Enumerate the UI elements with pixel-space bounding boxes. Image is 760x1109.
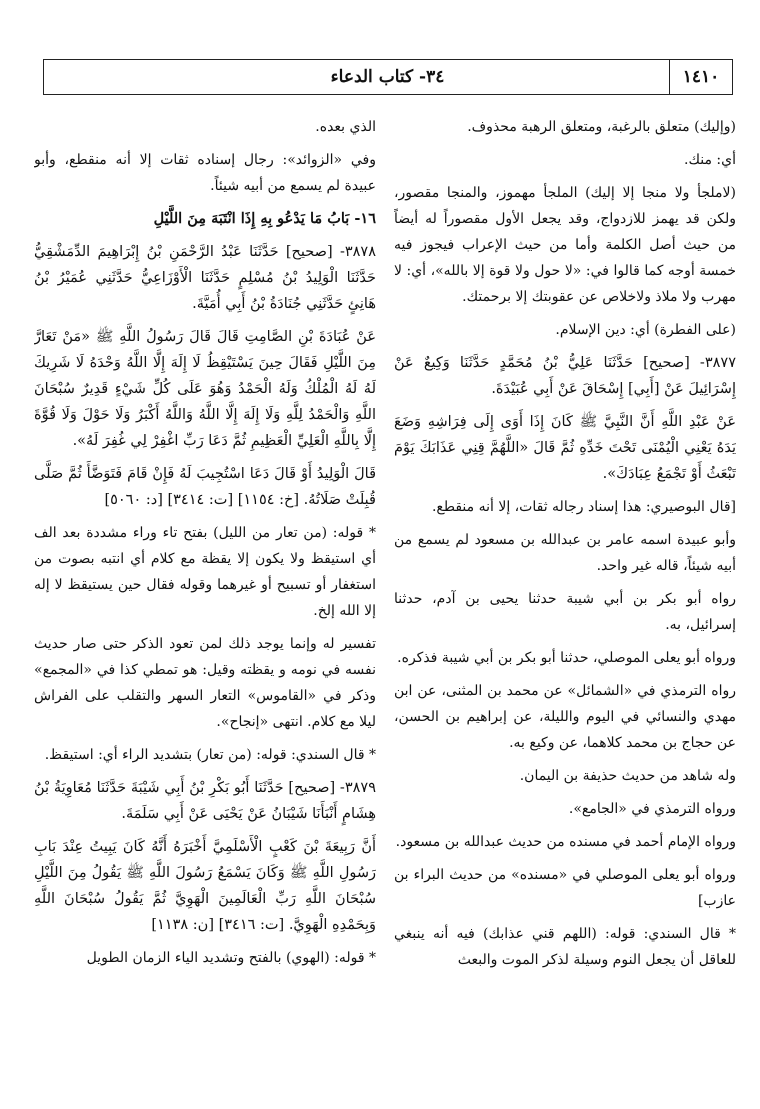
paragraph: وله شاهد من حديث حذيفة بن اليمان. [519, 768, 736, 784]
hadith-text: أَنَّ رَبِيعَةَ بْنَ كَعْبٍ الْأَسْلَمِيَّ أَخْبَرَهُ أَنَّهُ كَانَ يَبِيتُ عِنْدَ بَابِ رَسُولِ اللَّهِ ﷺ وَكَانَ يَسْمَعُ رَسُولَ اللَّهِ ﷺ يَقُولُ مِنَ اللَّيْلِ سُبْحَانَ اللَّهِ رَبِّ الْعَالَمِينَ الْهَوِيَّ ثُمَّ يَقُولُ سُبْحَانَ اللَّهِ وَبِحَمْدِهِ الْهَوِيَّ. [ت: ٣٤١٦] [ن: ١١٣٨] [34, 839, 376, 933]
right-column [394, 114, 736, 1104]
paragraph: وأبو عبيدة اسمه عامر بن عبدالله بن مسعود لم يسمع من أبيه شيئاً، قاله غير واحد. [394, 532, 736, 574]
hadith-text: عَنْ عَبْدِ اللَّهِ أَنَّ النَّبِيَّ ﷺ كَانَ إِذَا أَوَى إِلَى فِرَاشِهِ وَضَعَ يَدَهُ يَعْنِي الْيُمْنَى تَحْتَ خَدِّهِ ثُمَّ قَالَ «اللَّهُمَّ قِنِي عَذَابَكَ يَوْمَ تَبْعَثُ أَوْ تَجْمَعُ عِبَادَكَ». [394, 414, 736, 482]
paragraph: ورواه أبو يعلى الموصلي، حدثنا أبو بكر بن أبي شيبة فذكره. [397, 650, 736, 666]
paragraph: (وإليك) متعلق بالرغبة، ومتعلق الرهبة محذوف. [467, 119, 736, 135]
paragraph: ورواه الإمام أحمد في مسنده من حديث عبدالله بن مسعود. [395, 834, 736, 850]
hadith-isnad: ٣٨٧٩- [صحيح] حَدَّثَنَا أَبُو بَكْرِ بْنُ أَبِي شَيْبَةَ حَدَّثَنَا مُعَاوِيَةُ بْنُ هِشَامٍ أَنْبَأَنَا شَيْبَانُ عَنْ يَحْيَى عَنْ أَبِي سَلَمَةَ. [34, 780, 376, 822]
left-column [34, 114, 376, 1104]
commentary: * قال السندي: قوله: (من تعار) بتشديد الراء أي: استيقظ. [44, 747, 376, 763]
paragraph: [قال البوصيري: هذا إسناد رجاله ثقات، إلا أنه منقطع. [431, 499, 736, 515]
text-columns [34, 114, 736, 1104]
hadith-isnad: ٣٨٧٨- [صحيح] حَدَّثَنَا عَبْدُ الرَّحْمَنِ بْنُ إِبْرَاهِيمَ الدِّمَشْقِيُّ حَدَّثَنَا الْوَلِيدُ بْنُ مُسْلِمٍ حَدَّثَنَا الْأَوْزَاعِيُّ حَدَّثَنِي عُمَيْرُ بْنُ هَانِئٍ حَدَّثَنِي جُنَادَةُ بْنُ أَبِي أُمَيَّةَ. [34, 244, 376, 312]
paragraph: (على الفطرة) أي: دين الإسلام. [555, 322, 736, 338]
paragraph: رواه أبو بكر بن أبي شيبة حدثنا يحيى بن آدم، حدثنا إسرائيل، به. [394, 591, 736, 633]
page-header [43, 59, 733, 95]
commentary: * قوله: (من تعار من الليل) بفتح تاء وراء مشددة بعد الف أي استيقظ ولا يكون إلا يقظة مع كلام أي انتبه بصوت من استغفار أو تسبيح أو غيرهما وقوله فقال حين يستيقظ لا إله إلا الله إلخ. [34, 525, 376, 619]
paragraph: أي: منك. [684, 152, 736, 168]
hadith-isnad: ٣٨٧٧- [صحيح] حَدَّثَنَا عَلِيُّ بْنُ مُحَمَّدٍ حَدَّثَنَا وَكِيعٌ عَنْ إِسْرَائِيلَ عَنْ [أَبِي] إِسْحَاقَ عَنْ أَبِي عُبَيْدَةَ. [394, 355, 736, 397]
commentary: تفسير له وإنما يوجد ذلك لمن تعود الذكر حتى صار حديث نفسه في نومه و يقظته وقيل: هو تمطي كذا في «المجمع» وذكر في «القاموس» التعار السهر والتقلب على الفراش ليلا مع كلام. انتهى «إنجاح». [34, 636, 376, 730]
paragraph: ورواه أبو يعلى الموصلي في «مسنده» من حديث البراء بن عازب] [394, 867, 736, 909]
paragraph: وفي «الزوائد»: رجال إسناده ثقات إلا أنه منقطع، وأبو عبيدة لم يسمع من أبيه شيئاً. [34, 152, 376, 194]
commentary: * قوله: (الهوي) بالفتح وتشديد الياء الزمان الطويل [86, 950, 376, 966]
hadith-text: عَنْ عُبَادَةَ بْنِ الصَّامِتِ قَالَ قَالَ رَسُولُ اللَّهِ ﷺ «مَنْ تَعَارَّ مِنَ اللَّيْلِ فَقَالَ حِينَ يَسْتَيْقِظُ لَا إِلَهَ إِلَّا اللَّهُ وَحْدَهُ لَا شَرِيكَ لَهُ لَهُ الْمُلْكُ وَلَهُ الْحَمْدُ وَهُوَ عَلَى كُلِّ شَيْءٍ قَدِيرٌ سُبْحَانَ اللَّهِ وَالْحَمْدُ لِلَّهِ وَلَا إِلَهَ إِلَّا اللَّهُ وَاللَّهُ أَكْبَرُ وَلَا حَوْلَ وَلَا قُوَّةَ إِلَّا بِاللَّهِ الْعَلِيِّ الْعَظِيمِ ثُمَّ دَعَا رَبِّ اغْفِرْ لِي غُفِرَ لَهُ». [34, 329, 376, 449]
paragraph: الذي بعده. [315, 119, 376, 135]
paragraph: (لاملجأ ولا منجا إلا إليك) الملجأ مهموز، والمنجا مقصور، ولكن قد يهمز للازدواج، وقد يجعل الأول مقصوراً له أيضاً من حيث أصل الكلمة وأما من حيث الإعراب فيجوز فيه خمسة أوجه كما قالوا في: «لا حول ولا قوة إلا بالله»، أي: لا مهرب ولا ملاذ ولاخلاص عن عقوبتك إلا برحمتك. [394, 185, 736, 305]
section-heading: ١٦- بَابُ مَا يَدْعُو بِهِ إِذَا انْتَبَهَ مِنَ اللَّيْلِ [153, 210, 376, 227]
commentary: * قال السندي: قوله: (اللهم قني عذابك) فيه أنه ينبغي للعاقل أن يجعل النوم وسيلة لذكر الموت والبعث [394, 926, 736, 968]
paragraph: ورواه الترمذي في «الجامع». [568, 801, 736, 817]
paragraph: رواه الترمذي في «الشمائل» عن محمد بن المثنى، عن ابن مهدي والنسائي في اليوم والليلة، عن إبراهيم بن الحسن، عن حجاج بن محمد كلاهما، عن وكيع به. [394, 683, 736, 751]
hadith-text: قَالَ الْوَلِيدُ أَوْ قَالَ دَعَا اسْتُجِيبَ لَهُ فَإِنْ قَامَ فَتَوَضَّأَ ثُمَّ صَلَّى قُبِلَتْ صَلَاتُهُ. [خ: ١١٥٤] [ت: ٣٤١٤] [د: ٥٠٦٠] [34, 466, 376, 508]
chapter-title: ٣٤- كتاب الدعاء [330, 67, 445, 87]
page-number: ١٤١٠ [669, 60, 732, 94]
